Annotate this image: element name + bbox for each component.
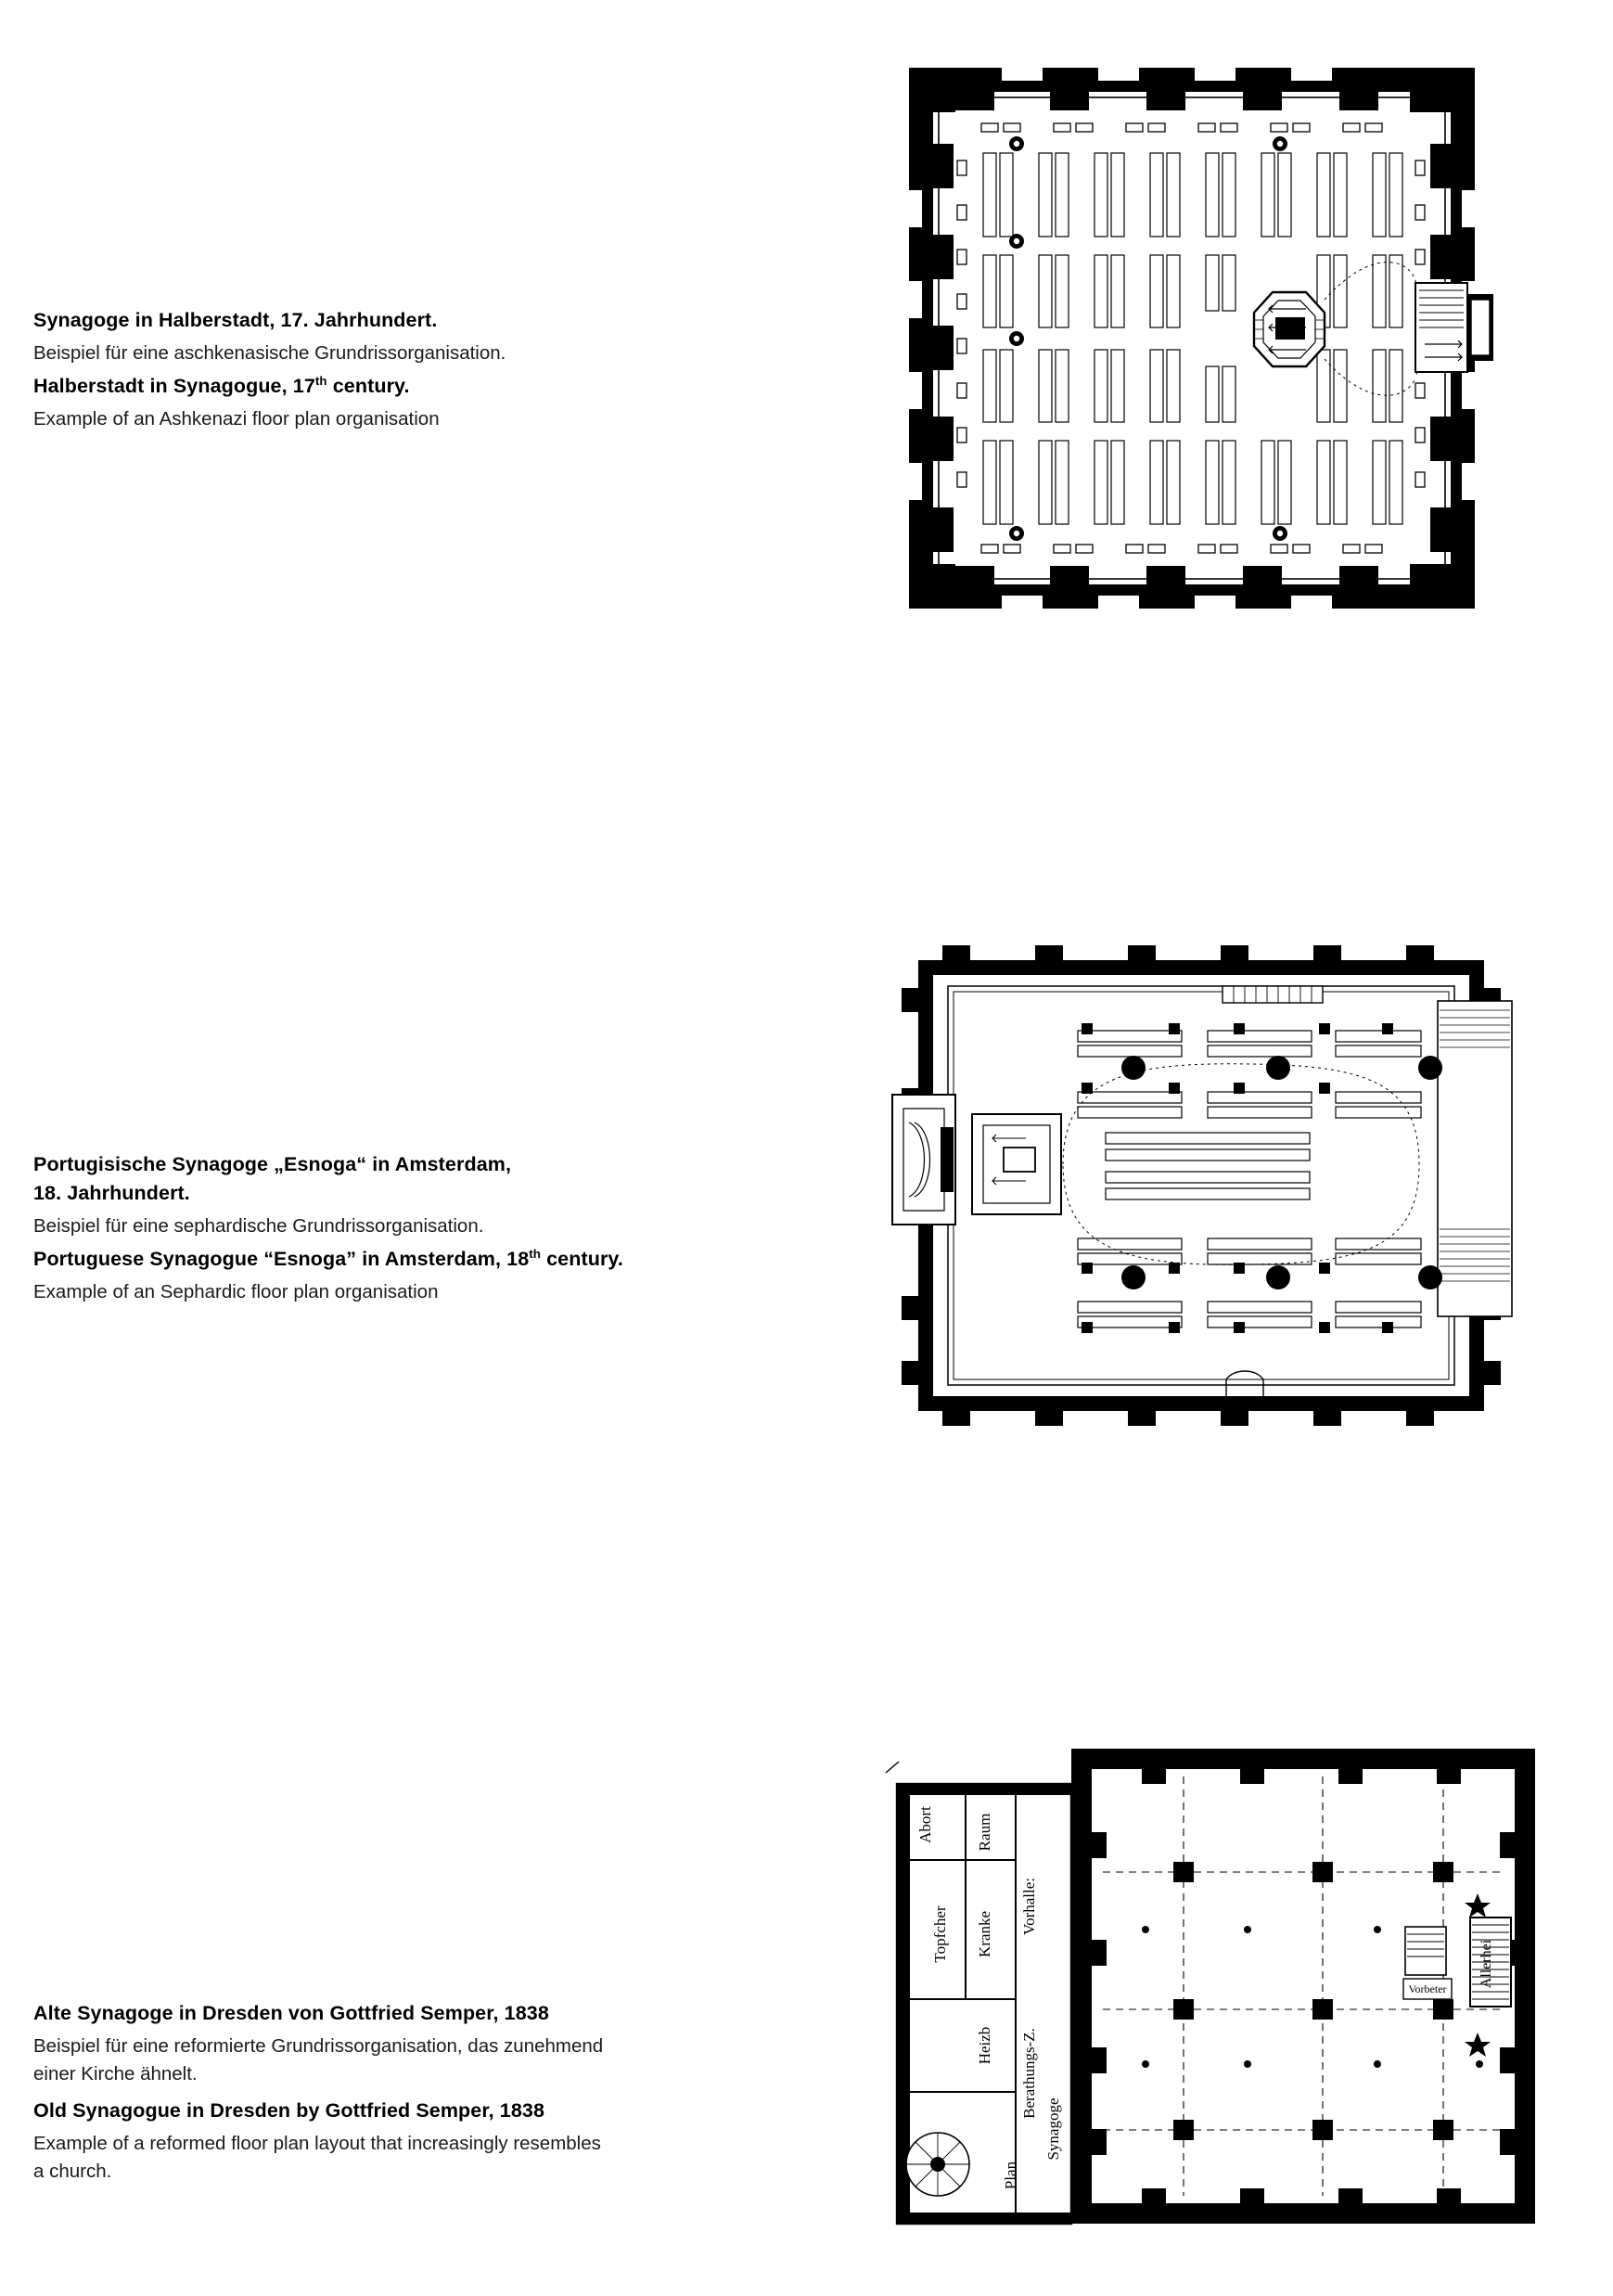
caption-subtitle-de: Beispiel für eine sephardische Grundrissorganisation. xyxy=(33,1215,484,1238)
caption-title-de-line1: Portugisische Synagoge „Esnoga“ in Amsterdam, xyxy=(33,1153,512,1175)
figure-esnoga-floorplan xyxy=(863,932,1540,1452)
caption-title-en: Old Synagogue in Dresden by Gottfried Semper, 1838 xyxy=(33,2098,545,2122)
figure-halberstadt-floorplan xyxy=(890,60,1503,617)
plan-label-kranke: Kranke xyxy=(976,1910,993,1958)
plan-label-abort: Abort xyxy=(916,1806,934,1843)
caption-title-de: Alte Synagoge in Dresden von Gottfried Semper, 1838 xyxy=(33,2002,549,2024)
caption-title-en-sup: th xyxy=(529,1246,542,1261)
plan-label-vorbeter: Vorbeter xyxy=(1408,1982,1447,1995)
caption-subtitle-en: Example of an Ashkenazi floor plan organisation xyxy=(33,408,440,430)
plan-label-allerhei: Allerhei xyxy=(1479,1939,1494,1989)
caption-title-en-post: century. xyxy=(541,1248,623,1271)
plan-label-synagoge: Synagoge xyxy=(1044,2097,1062,2161)
caption-title-en xyxy=(33,1245,738,1274)
caption-esnoga xyxy=(33,1150,738,1306)
plan-label-topfcher: Topfcher xyxy=(931,1905,949,1963)
caption-title-de: Synagoge in Halberstadt, 17. Jahrhundert. xyxy=(33,309,438,331)
caption-subtitle-de: Beispiel für eine aschkenasische Grundrissorganisation. xyxy=(33,342,506,365)
caption-dresden xyxy=(33,1999,738,2185)
caption-title-de-line2: 18. Jahrhundert. xyxy=(33,1182,190,1205)
caption-title-en-pre: Halberstadt in Synagogue, 17 xyxy=(33,374,315,397)
caption-subtitle-de-line1: Beispiel für eine reformierte Grundrissorganisation, das zunehmend xyxy=(33,2035,604,2058)
plan-label-berathungs: Berathungs-Z. xyxy=(1020,2028,1038,2119)
plan-label-raum: Raum xyxy=(976,1813,993,1852)
caption-title-en-post: century. xyxy=(326,374,410,397)
plan-label-heizb: Heizb xyxy=(976,2026,993,2065)
caption-title-en-pre: Portuguese Synagogue “Esnoga” in Amsterdam, 18 xyxy=(33,1248,530,1271)
caption-subtitle-en-line2: a church. xyxy=(33,2160,112,2182)
caption-subtitle-en-line1: Example of a reformed floor plan layout that increasingly resembles xyxy=(33,2132,601,2154)
caption-subtitle-en: Example of an Sephardic floor plan organisation xyxy=(33,1281,439,1303)
figure-dresden-floorplan xyxy=(877,1721,1558,2259)
caption-subtitle-de-line2: einer Kirche ähnelt. xyxy=(33,2062,198,2084)
plan-label-plan: Plan xyxy=(1002,2161,1019,2190)
plan-label-vorhalle: Vorhalle: xyxy=(1020,1877,1038,1936)
caption-title-en xyxy=(33,372,738,401)
caption-title-en-sup: th xyxy=(314,373,327,388)
caption-halberstadt xyxy=(33,306,738,433)
